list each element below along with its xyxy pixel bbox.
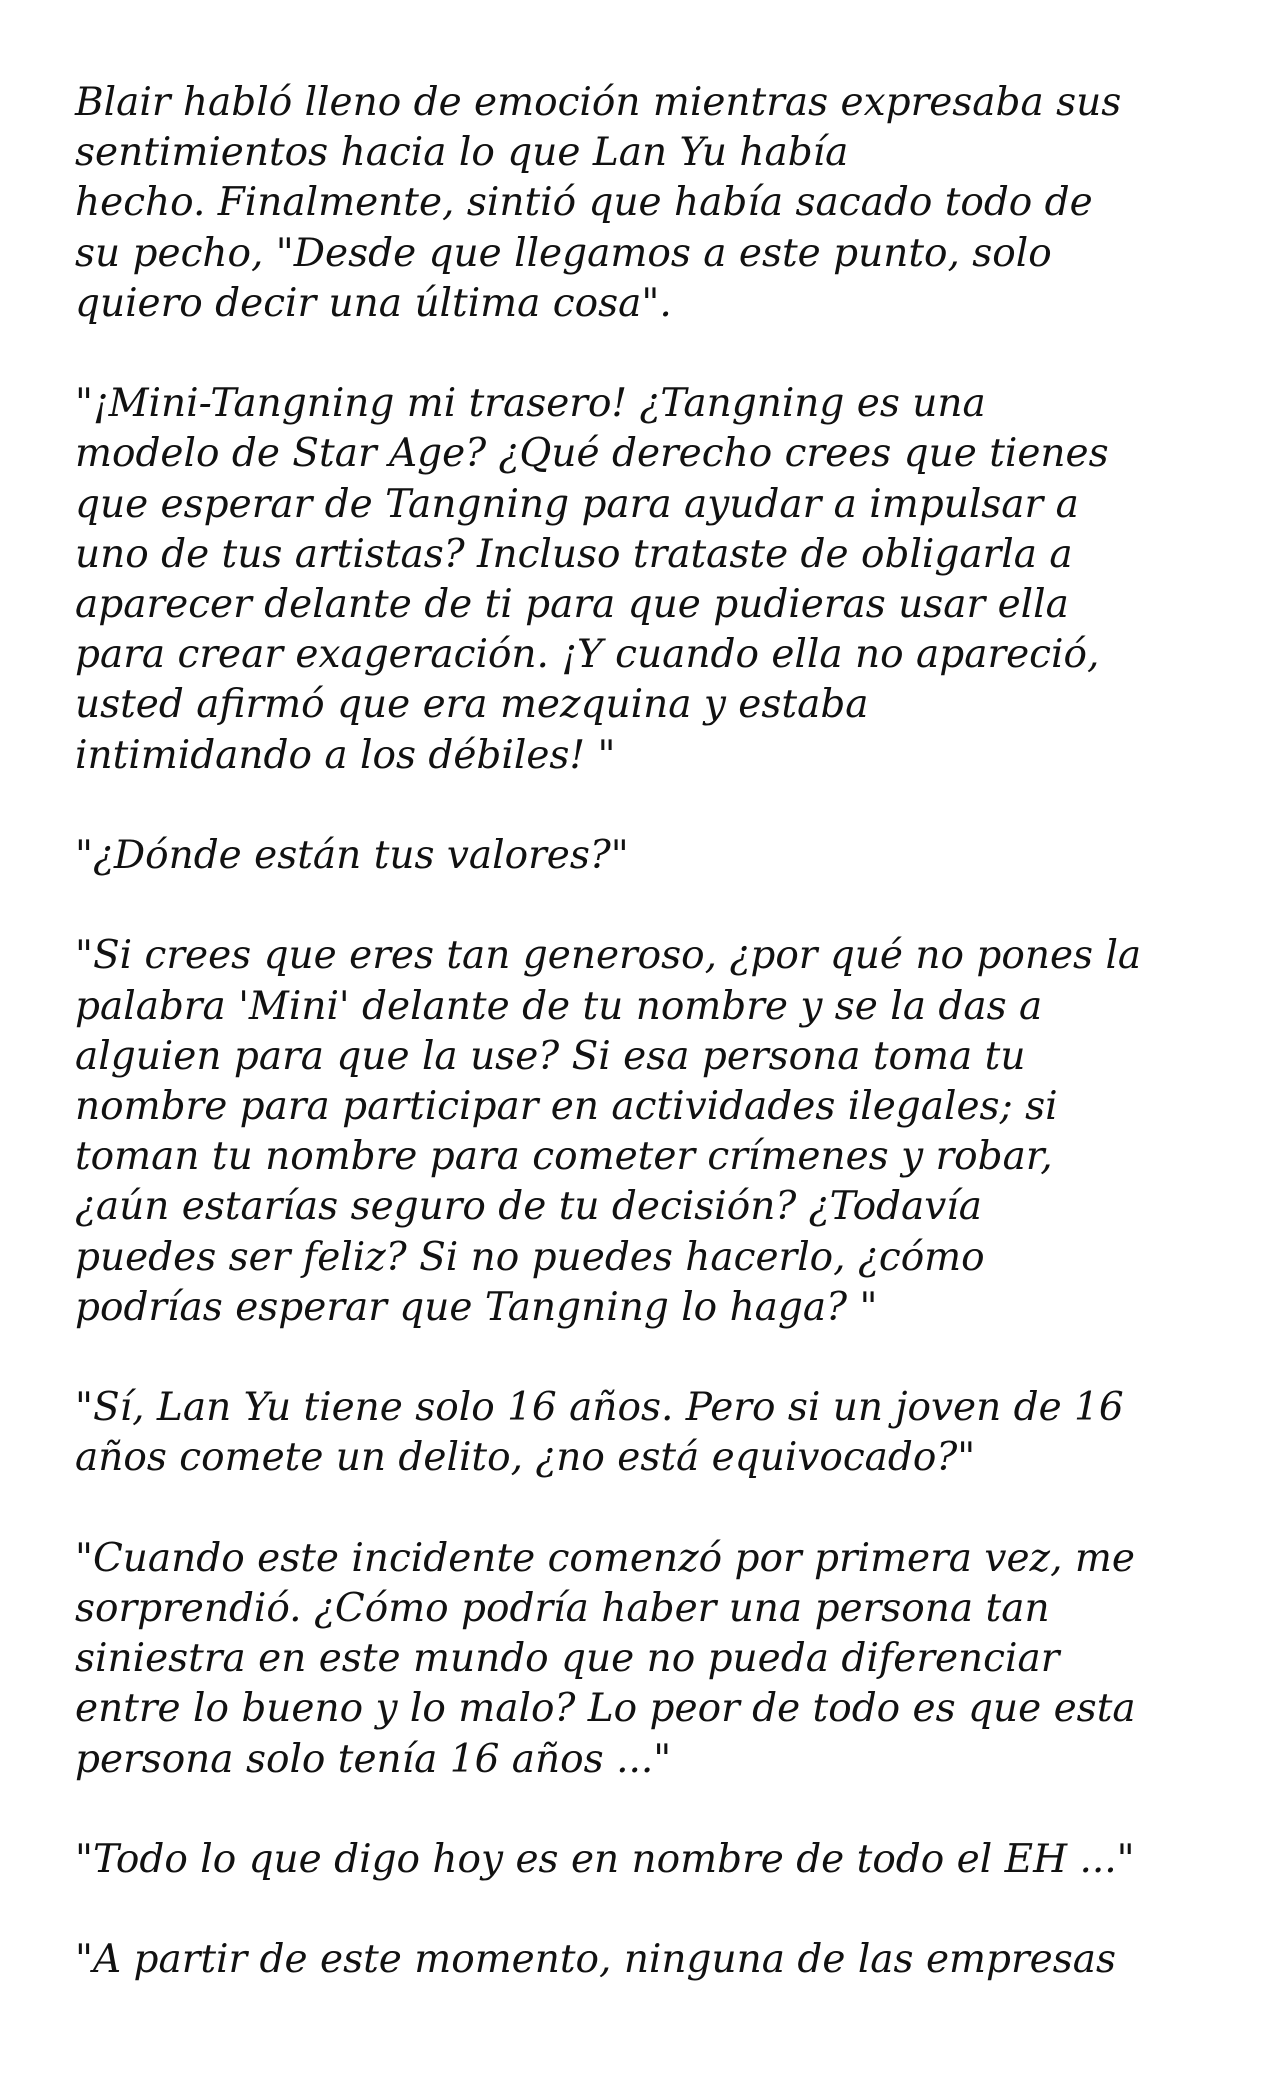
story-paragraph (75, 1383, 1215, 1483)
text-line: "¡Mini-Tangning mi trasero! ¿Tangning es una (75, 381, 986, 427)
text-line: entre lo bueno y lo malo? Lo peor de todo es que esta (75, 1686, 1136, 1732)
text-line: persona solo tenía 16 años ..." (75, 1736, 672, 1782)
reader-page (75, 78, 1215, 2036)
text-line: puedes ser feliz? Si no puedes hacerlo, ¿cómo (75, 1234, 985, 1280)
text-line: "¿Dónde están tus valores?" (75, 833, 629, 879)
story-paragraph (75, 1534, 1215, 1785)
text-line: podrías esperar que Tangning lo haga? " (75, 1284, 878, 1330)
text-line: para crear exageración. ¡Y cuando ella no apareció, (75, 632, 1100, 678)
text-line: su pecho, "Desde que llegamos a este punto, solo (75, 230, 1052, 276)
text-line: "Todo lo que digo hoy es en nombre de todo el EH ..." (75, 1837, 1135, 1883)
text-line: aparecer delante de ti para que pudieras usar ella (75, 582, 1069, 628)
text-line: "Sí, Lan Yu tiene solo 16 años. Pero si un joven de 16 (75, 1385, 1124, 1431)
text-line: uno de tus artistas? Incluso trataste de obligarla a (75, 531, 1073, 577)
text-line: "A partir de este momento, ninguna de las empresas (75, 1937, 1116, 1983)
text-line: Blair habló lleno de emoción mientras expresaba sus (75, 80, 1122, 125)
story-paragraph (75, 1935, 1215, 1985)
story-paragraph (75, 379, 1215, 781)
text-line: nombre para participar en actividades ilegales; si (75, 1084, 1058, 1130)
story-paragraph (75, 78, 1215, 329)
text-line: siniestra en este mundo que no pueda diferenciar (75, 1636, 1060, 1682)
text-line: sorprendió. ¿Cómo podría haber una persona tan (75, 1586, 1050, 1632)
text-line: usted afirmó que era mezquina y estaba (75, 682, 869, 728)
text-line: ¿aún estarías seguro de tu decisión? ¿Todavía (75, 1184, 983, 1230)
text-line: sentimientos hacia lo que Lan Yu había (75, 130, 849, 176)
text-line: palabra 'Mini' delante de tu nombre y se la das a (75, 983, 1043, 1029)
text-line: años comete un delito, ¿no está equivocado?" (75, 1435, 976, 1481)
text-line: alguien para que la use? Si esa persona toma tu (75, 1033, 1026, 1079)
text-line: quiero decir una última cosa". (75, 280, 672, 326)
text-line: toman tu nombre para cometer crímenes y robar, (75, 1134, 1053, 1180)
story-paragraph (75, 831, 1215, 881)
text-line: que esperar de Tangning para ayudar a impulsar a (75, 481, 1079, 527)
text-line: "Si crees que eres tan generoso, ¿por qué no pones la (75, 933, 1142, 979)
text-line: "Cuando este incidente comenzó por primera vez, me (75, 1535, 1135, 1581)
text-line: modelo de Star Age? ¿Qué derecho crees que tienes (75, 431, 1109, 477)
text-line: hecho. Finalmente, sintió que había sacado todo de (75, 180, 1093, 226)
story-paragraph (75, 1835, 1215, 1885)
text-line: intimidando a los débiles! " (75, 732, 616, 778)
story-paragraph (75, 931, 1215, 1333)
